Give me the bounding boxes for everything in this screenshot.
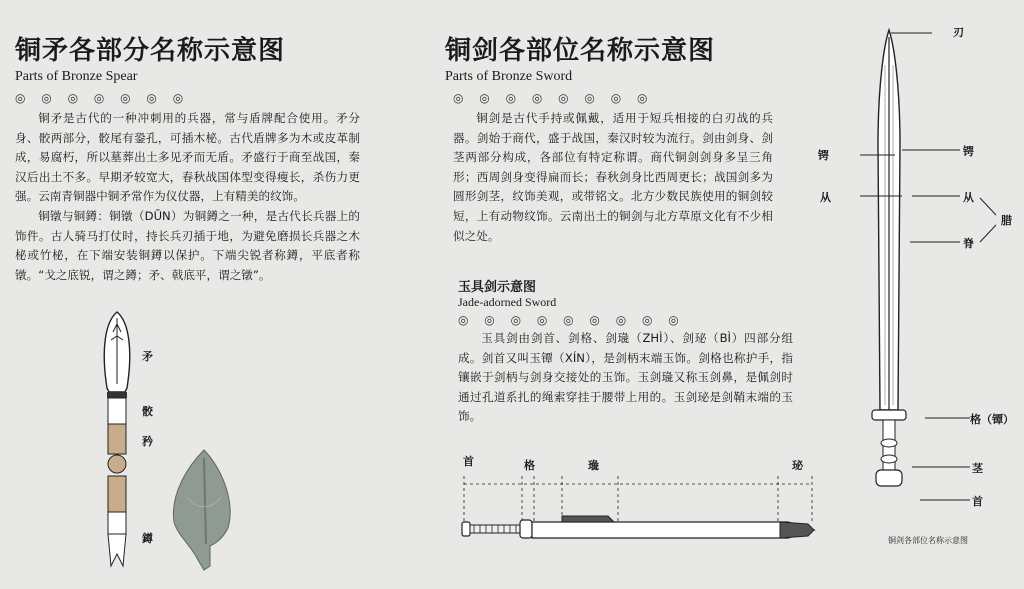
jade-sword-section <box>458 276 793 427</box>
spear-title: 铜矛各部分名称示意图 <box>15 36 286 66</box>
sword-section <box>445 30 785 246</box>
spearhead-artifact-photo <box>168 448 238 573</box>
jade-label-zhi: 璏 <box>588 459 599 472</box>
spear-label-jin: 矜 <box>142 435 153 448</box>
jade-sword-paragraph: 玉具剑由剑首、剑格、剑璏（ZHÌ）、剑珌（BÌ）四部分组成。剑首又叫玉镡（XÍN），是剑柄末端玉饰。剑格也称护手，指镶嵌于剑柄与剑身交接处的玉饰。玉剑璏又称玉剑鼻，是佩剑时通过孔道系扎的绳索穿挂于腰带上用的。玉剑珌是剑鞘末端的玉饰。 <box>458 331 793 424</box>
jade-sword-diagram <box>458 470 818 545</box>
sword-title: 铜剑各部位名称示意图 <box>445 36 716 66</box>
sword-leader-lines <box>820 0 1020 589</box>
jade-sword-pommel <box>462 522 470 536</box>
jade-sword-subtitle: Jade-adorned Sword <box>458 295 557 309</box>
spear-label-mao: 矛 <box>142 350 153 363</box>
sword-label-ren: 刃 <box>953 26 964 39</box>
spear-shaft-lower <box>108 476 126 512</box>
jade-label-ge: 格 <box>524 459 535 472</box>
sword-label-cong-right: 从 <box>963 191 974 204</box>
spear-socket <box>108 398 126 424</box>
spear-label-zun: 鐏 <box>142 532 153 545</box>
spear-paragraph-1: 铜矛是古代的一种冲刺用的兵器，常与盾牌配合使用。矛分身、骹两部分，骹尾有銎孔，可插木柲。古代盾牌多为木或皮革制成，易腐朽，所以墓葬出土多见矛而无盾。矛盛行于商至战国，秦汉后出土不多。早期矛较宽大，春秋战国体型变得瘦长，杀伤力更强。云南青铜器中铜矛常作为仪仗器，上有精美的纹饰。 <box>15 111 360 204</box>
jade-sword-scabbard <box>532 522 814 538</box>
sword-label-ji: 脊 <box>963 237 974 250</box>
jade-sword-guard <box>520 520 532 538</box>
spear-butt-collar <box>108 512 126 534</box>
spear-shaft-upper <box>108 424 126 454</box>
sword-paragraph: 铜剑是古代手持或佩戴，适用于短兵相接的白刃战的兵器。剑始于商代，盛于战国，秦汉时较为流行。剑由剑身、剑茎两部分构成，各部位有特定称谓。商代铜剑剑身多呈三角形；西周剑身变得扁而长；春秋剑身比西周更长；战国剑多为圆形剑茎，纹饰美观，或带铭文。北方少数民族使用的铜剑较短，上有动物纹饰。云南出土的铜剑与北方草原文化有不少相似之处。 <box>453 111 773 243</box>
jade-sword-dots: ◎ ◎ ◎ ◎ ◎ ◎ ◎ ◎ ◎ <box>458 313 685 327</box>
sword-label-ge: 格（镡） <box>970 413 1014 426</box>
sword-label-e-left: 锷 <box>818 149 829 162</box>
spear-ring <box>107 392 127 398</box>
spear-label-qiao: 骹 <box>142 405 153 418</box>
sword-label-la: 腊 <box>1001 214 1012 227</box>
jade-sword-chape <box>780 522 814 538</box>
spear-joint-ball <box>108 455 126 473</box>
spear-dots: ◎ ◎ ◎ ◎ ◎ ◎ ◎ <box>15 91 190 105</box>
jade-sword-title: 玉具剑示意图 <box>458 280 537 295</box>
jade-sword-slide <box>562 516 614 522</box>
jade-label-shou: 首 <box>463 455 474 468</box>
sword-subtitle: Parts of Bronze Sword <box>445 69 573 84</box>
sword-dots: ◎ ◎ ◎ ◎ ◎ ◎ ◎ ◎ <box>453 91 654 105</box>
jade-label-bi: 珌 <box>792 459 803 472</box>
spear-butt-point <box>108 534 126 566</box>
sword-label-shou: 首 <box>972 495 983 508</box>
spear-section <box>15 30 360 285</box>
sword-label-jing: 茎 <box>972 462 983 475</box>
spear-paragraph-2: 铜镦与铜鐏：铜镦（DŪN）为铜鐏之一种，是古代长兵器上的饰件。古人骑马打仗时，持长兵刃插于地，为避免磨损长兵器之木柲或竹柲，在下端安装铜鐏以保护。下端尖锐者称鐏，平底者称镦。“戈之底锐，谓之鐏；矛、戟底平，谓之镦”。 <box>15 208 360 282</box>
sword-label-cong-left: 从 <box>820 191 831 204</box>
jade-sword-grip <box>470 525 522 533</box>
sword-label-e-right: 锷 <box>963 145 974 158</box>
spear-subtitle: Parts of Bronze Spear <box>15 69 138 84</box>
spear-diagram <box>95 310 145 575</box>
sword-diagram-caption: 铜剑各部位名称示意图 <box>888 536 968 545</box>
